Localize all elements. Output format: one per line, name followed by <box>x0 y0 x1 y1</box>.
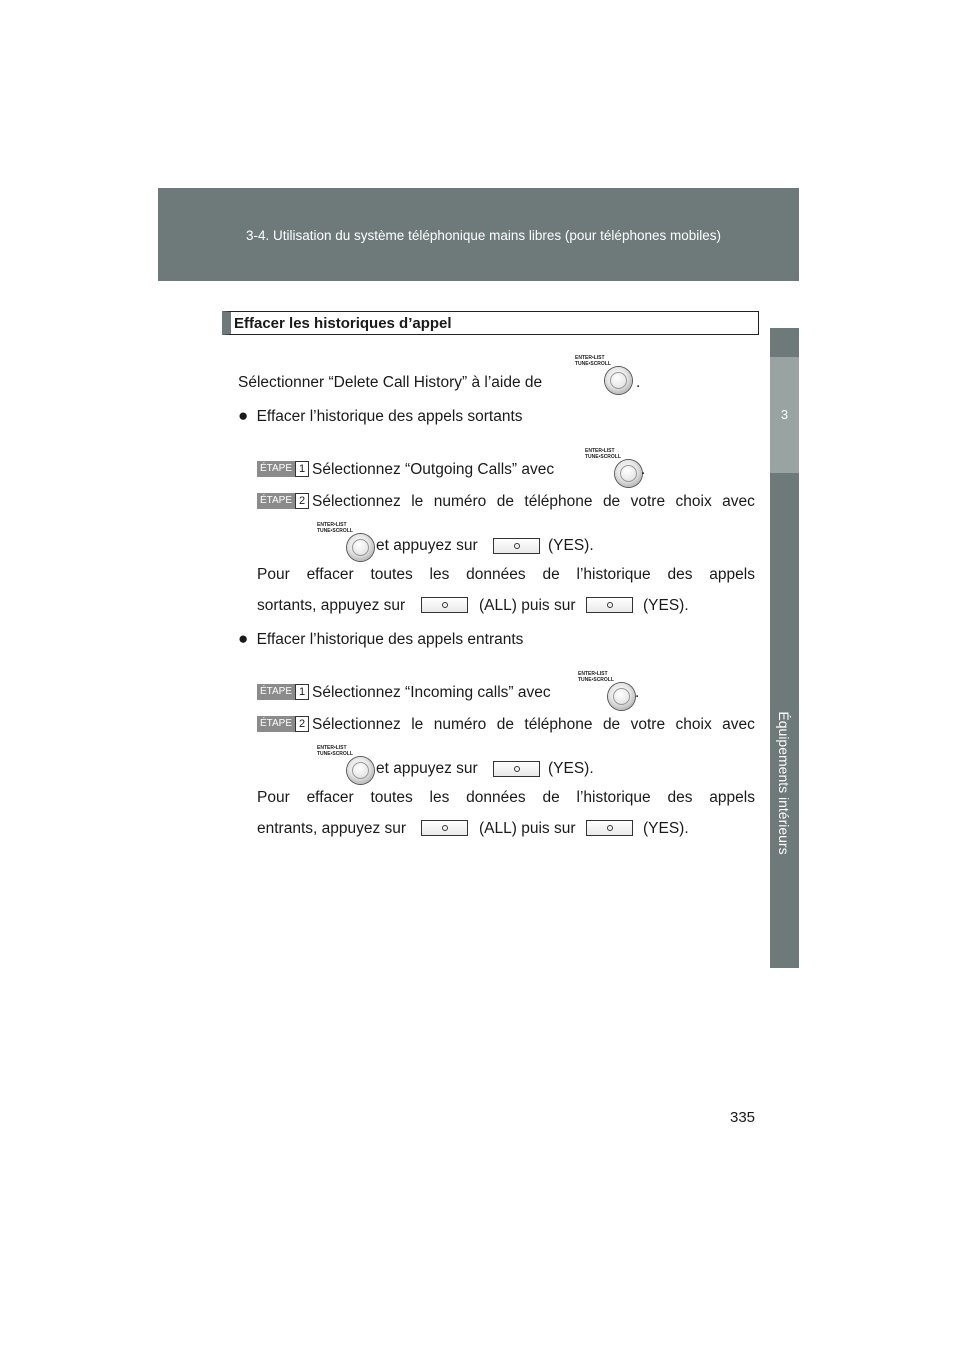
step-badge-2: ÉTAPE 2 <box>257 493 309 509</box>
step-badge-1: ÉTAPE 1 <box>257 684 309 700</box>
bullet-icon: ● <box>238 406 249 425</box>
yes-button-icon <box>493 761 540 777</box>
tune-scroll-knob-icon: ENTER•LIST TUNE•SCROLL <box>315 745 375 789</box>
yes-button-icon <box>493 538 540 554</box>
bullet-heading-incoming: ● Effacer l’historique des appels entrants <box>238 629 524 648</box>
page-number: 335 <box>730 1109 756 1126</box>
intro-text: Sélectionner “Delete Call History” à l’aide de <box>238 374 543 391</box>
tune-scroll-knob-icon: ENTER•LIST TUNE•SCROLL <box>576 671 636 715</box>
chapter-label: Équipements intérieurs <box>776 711 792 855</box>
note-line1: Pour effacer toutes les données de l’historique des appels <box>257 789 755 806</box>
note-line1: Pour effacer toutes les données de l’historique des appels <box>257 566 755 583</box>
tune-scroll-knob-icon: ENTER•LIST TUNE•SCROLL <box>573 355 633 399</box>
tune-scroll-knob-icon: ENTER•LIST TUNE•SCROLL <box>583 448 643 492</box>
section-heading: 3-4. Utilisation du système téléphonique mains libres (pour téléphones mobiles) <box>246 228 721 243</box>
header-band <box>158 188 799 281</box>
chapter-number-box <box>770 357 799 473</box>
all-button-icon <box>421 597 468 613</box>
bullet-heading-outgoing: ● Effacer l’historique des appels sortants <box>238 406 523 425</box>
section-title-box <box>222 311 759 335</box>
step2-line1: Sélectionnez le numéro de téléphone de votre choix avec <box>312 493 755 510</box>
chapter-number: 3 <box>780 407 789 422</box>
all-button-icon <box>421 820 468 836</box>
step-badge-2: ÉTAPE 2 <box>257 716 309 732</box>
step-badge-1: ÉTAPE 1 <box>257 461 309 477</box>
step1-text: Sélectionnez “Outgoing Calls” avec <box>312 461 555 478</box>
bullet-icon: ● <box>238 629 249 648</box>
step2-line1: Sélectionnez le numéro de téléphone de votre choix avec <box>312 716 755 733</box>
tune-scroll-knob-icon: ENTER•LIST TUNE•SCROLL <box>315 522 375 566</box>
section-title: Effacer les historiques d’appel <box>234 315 452 332</box>
step1-text: Sélectionnez “Incoming calls” avec <box>312 684 551 701</box>
yes-button-icon <box>586 820 633 836</box>
yes-button-icon <box>586 597 633 613</box>
